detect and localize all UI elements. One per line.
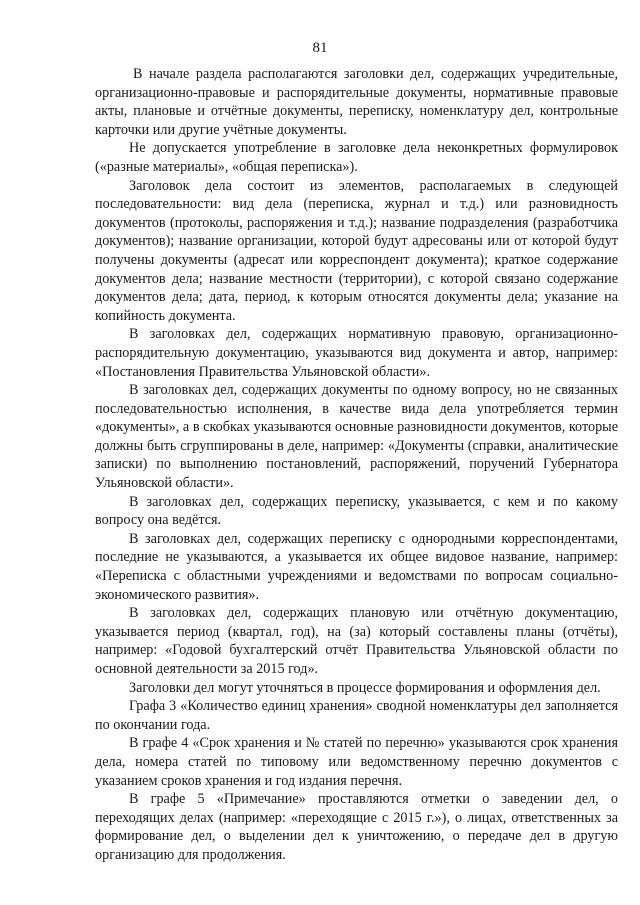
paragraph-heading-refinement: Заголовки дел могут уточняться в процессе формирования и оформления дел. [129,679,601,696]
paragraph-correspondence: В заголовках дел, содержащих переписку, указывается, с кем и по какому вопросу она ведётся. [95,493,618,529]
paragraph-normative-docs: В заголовках дел, содержащих нормативную правовую, организационно-распорядительную документацию, указываются вид документа и автор, например: «Постановления Правительства Ульяновской области». [95,326,618,380]
paragraph-planning-docs: В заголовках дел, содержащих плановую или отчётную документацию, указывается период (квартал, год), на (за) который составлены планы (отчёты), например: «Годовой бухгалтерский отчёт Правительства Ульяновской области по основной деятельности за 2015 год». [95,605,618,677]
paragraph-heading-elements: Заголовок дела состоит из элементов, располагаемых в следующей последовательности: вид дела (переписка, журнал и т.д.) или разновидность документов (протоколы, распоряжения и т.д.); название подразделения (разработчика документов); название организации, которой будут адресованы или от которой будут получены документы (адресат или корреспондент документа); краткое содержание документов дела; название местности (территории), с которой связано содержание документов дела; дата, период, к которым относятся документы дела; указание на копийность документа. [95,177,618,324]
paragraph-column-3: Графа 3 «Количество единиц хранения» сводной номенклатуры дел заполняется по окончании года. [95,698,618,733]
paragraph-single-question-docs: В заголовках дел, содержащих документы по одному вопросу, но не связанных последовательностью исполнения, в качестве вида дела употребляется термин «документы», а в скобках указываются основные разновидности документов, которые должны быть сгруппированы в деле, например: «Документы (справки, аналитические записки) по выполнению постановлений, распоряжений, поручений Губернатора Ульяновской области». [95,382,618,492]
paragraph-section-start: В начале раздела располагаются заголовки дел, содержащих учредительные, организационно-правовые и распорядительные документы, нормативные правовые акты, плановые и отчётные документы, переписку, номенклатуру дел, контрольные карточки или другие учётные документы. [95,66,618,138]
document-body [95,65,618,865]
page-number: 81 [312,40,328,56]
paragraph-prohibition: Не допускается употребление в заголовке дела неконкретных формулировок («разные материалы», «общая переписка»). [95,140,618,175]
paragraph-homogeneous-correspondents: В заголовках дел, содержащих переписку с однородными корреспондентами, последние не указываются, а указывается их общее видовое название, например: «Переписка с областными учреждениями и ведомствами по вопросам социально-экономического развития». [95,530,618,603]
paragraph-column-5: В графе 5 «Примечание» проставляются отметки о заведении дел, о переходящих делах (например: «переходящие с 2015 г.»), о лицах, ответственных за формирование дел, о выделении дел к уничтожению, о передаче дел в другую организацию для продолжения. [95,791,618,863]
paragraph-column-4: В графе 4 «Срок хранения и № статей по перечню» указываются срок хранения дела, номера статей по типовому или ведомственному перечню документов с указанием сроков хранения и год издания перечня. [95,735,618,789]
